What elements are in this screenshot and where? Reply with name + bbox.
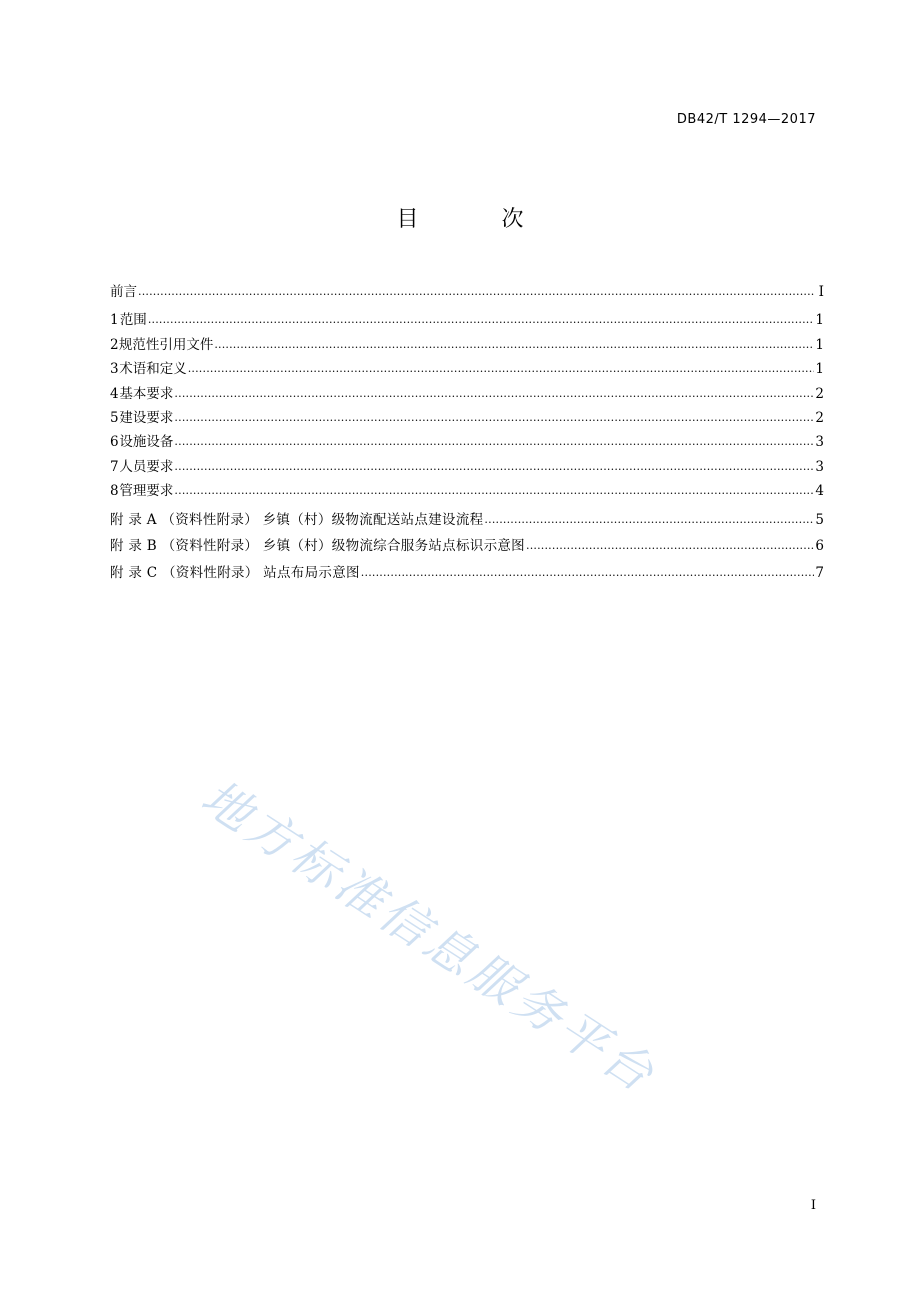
toc-entry-number: 2 [110, 336, 119, 353]
toc-entry-label: 术语和定义 [119, 361, 187, 378]
toc-entry-page: 4 [815, 483, 824, 500]
toc-entry-appendix-b[interactable] [110, 534, 824, 561]
toc-entry-label: 管理要求 [119, 483, 174, 500]
toc-entry-normative-references[interactable] [110, 333, 824, 357]
toc-entry-scope[interactable] [110, 308, 824, 332]
toc-entry-label: 附 录 C （资料性附录） 站点布局示意图 [110, 564, 360, 581]
toc-entry-basic-requirements[interactable] [110, 382, 824, 406]
toc-leader-dots [526, 537, 814, 553]
toc-entry-number: 1 [110, 312, 119, 329]
toc-entry-label: 前言 [110, 284, 137, 300]
toc-entry-personnel-requirements[interactable] [110, 455, 824, 479]
toc-entry-label: 规范性引用文件 [118, 336, 214, 353]
toc-entry-number: 7 [110, 458, 119, 475]
toc-entry-page: 7 [815, 564, 824, 581]
toc-entry-facilities-equipment[interactable] [110, 430, 824, 454]
toc-entry-page: 5 [815, 511, 824, 528]
page-number: I [810, 1198, 816, 1213]
toc-entry-page: 3 [815, 458, 824, 475]
toc-entry-page: 2 [815, 385, 824, 402]
toc-list [110, 280, 824, 587]
toc-entry-page: I [818, 284, 824, 300]
toc-leader-dots [138, 283, 815, 299]
toc-entry-page: 1 [815, 336, 824, 353]
toc-entry-appendix-a[interactable] [110, 508, 824, 535]
toc-entry-label: 人员要求 [119, 458, 174, 475]
toc-entry-page: 2 [815, 409, 824, 426]
toc-entry-label: 设施设备 [119, 434, 174, 451]
toc-entry-label: 基本要求 [119, 385, 174, 402]
watermark-text: 地方标准信息服务平台 [191, 769, 667, 1105]
toc-entry-label: 建设要求 [119, 409, 174, 426]
toc-entry-appendix-c[interactable] [110, 561, 824, 588]
toc-leader-dots [214, 336, 814, 352]
toc-entry-page: 6 [815, 538, 824, 555]
toc-entry-number: 8 [110, 483, 119, 500]
toc-entry-number: 6 [110, 434, 119, 451]
toc-title: 目 次 [396, 207, 562, 232]
toc-entry-preface[interactable] [110, 280, 824, 304]
standard-code: DB42/T 1294—2017 [676, 112, 816, 127]
toc-entry-label: 范围 [119, 312, 147, 329]
toc-entry-terms-definitions[interactable] [110, 357, 824, 381]
toc-entry-management-requirements[interactable] [110, 479, 824, 503]
toc-entry-label: 附 录 B （资料性附录） 乡镇（村）级物流综合服务站点标识示意图 [110, 538, 525, 555]
toc-entry-page: 1 [815, 312, 824, 329]
toc-leader-dots [174, 458, 814, 474]
toc-entry-label: 附 录 A （资料性附录） 乡镇（村）级物流配送站点建设流程 [110, 511, 484, 528]
toc-entry-number: 3 [110, 361, 119, 378]
toc-leader-dots [361, 564, 815, 580]
toc-leader-dots [174, 433, 814, 449]
toc-entry-number: 5 [110, 409, 119, 426]
toc-leader-dots [174, 409, 814, 425]
toc-entry-construction-requirements[interactable] [110, 406, 824, 430]
toc-entry-page: 1 [815, 361, 824, 378]
toc-leader-dots [174, 385, 814, 401]
toc-leader-dots [188, 360, 815, 376]
toc-leader-dots [484, 511, 814, 527]
toc-entry-number: 4 [110, 385, 119, 402]
toc-entry-page: 3 [815, 434, 824, 451]
toc-leader-dots [148, 311, 815, 327]
toc-leader-dots [174, 482, 814, 498]
